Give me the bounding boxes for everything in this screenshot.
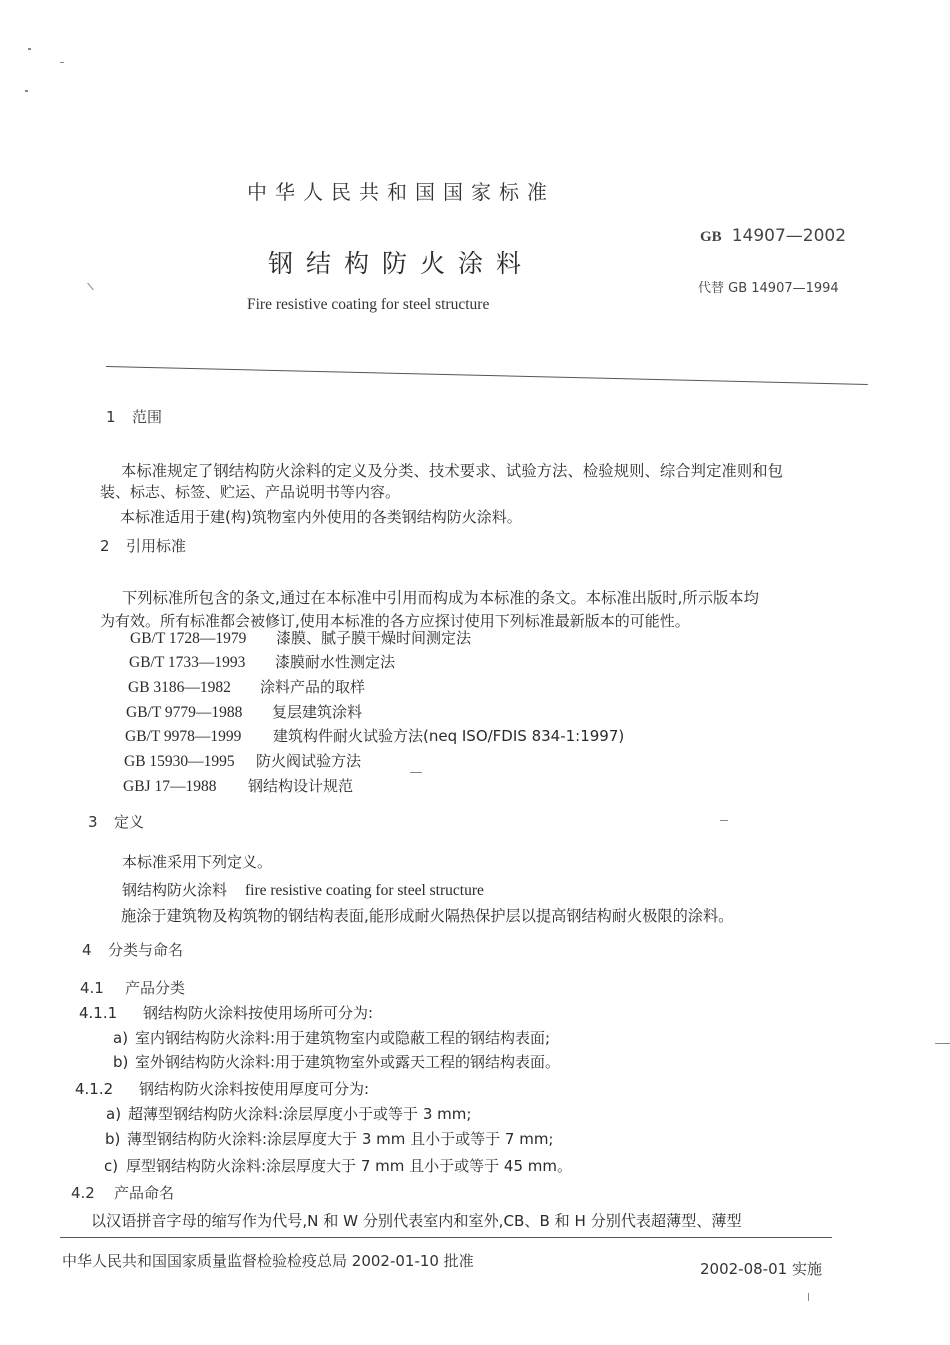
section-3-heading: 3 定义 <box>88 813 145 831</box>
list-item: a) 超薄型钢结构防火涂料:涂层厚度小于或等于 3 mm; <box>106 1105 472 1123</box>
section-4-2-paragraph: 以汉语拼音字母的缩写作为代号,N 和 W 分别代表室内和室外,CB、B 和 H 分别代表超薄型、薄型 <box>91 1212 742 1230</box>
section-3-intro: 本标准采用下列定义。 <box>122 853 273 871</box>
definition-text: 施涂于建筑物及构筑物的钢结构表面,能形成耐火隔热保护层以提高钢结构耐火极限的涂料。 <box>121 907 734 925</box>
section-4-2-heading: 4.2 产品命名 <box>71 1184 175 1202</box>
implementation-date: 2002-08-01 实施 <box>700 1260 822 1278</box>
section-1-paragraph: 本标准适用于建(构)筑物室内外使用的各类钢结构防火涂料。 <box>120 508 522 526</box>
scan-speck <box>935 1043 950 1044</box>
scan-speck <box>87 283 94 291</box>
reference-item: GB/T 1728—1979 漆膜、腻子膜干燥时间测定法 <box>130 629 472 647</box>
section-2-paragraph-line: 为有效。所有标准都会被修订,使用本标准的各方应探讨使用下列标准最新版本的可能性。 <box>100 612 690 630</box>
approval-line: 中华人民共和国国家质量监督检验检疫总局 2002-01-10 批准 <box>62 1252 474 1270</box>
scan-speck <box>410 772 422 773</box>
section-2-paragraph-line: 下列标准所包含的条文,通过在本标准中引用而构成为本标准的条文。本标准出版时,所示版本均 <box>122 589 759 607</box>
reference-item: GBJ 17—1988 钢结构设计规范 <box>123 777 354 795</box>
document-title-en: Fire resistive coating for steel structure <box>247 296 490 313</box>
definition-term: 钢结构防火涂料 fire resistive coating for steel structure <box>122 881 484 899</box>
list-item: b) 薄型钢结构防火涂料:涂层厚度大于 3 mm 且小于或等于 7 mm; <box>105 1130 554 1148</box>
section-2-heading: 2 引用标准 <box>100 537 187 555</box>
scan-speck <box>60 62 64 63</box>
scan-speck <box>808 1293 809 1301</box>
standard-prefix: GB <box>700 229 722 245</box>
section-4-1-2: 4.1.2 钢结构防火涂料按使用厚度可分为: <box>75 1080 370 1098</box>
reference-item: GB 3186—1982 涂料产品的取样 <box>128 678 366 696</box>
reference-item: GB/T 9978—1999 建筑构件耐火试验方法(neq ISO/FDIS 834-1:1997) <box>125 727 625 745</box>
header-divider <box>106 366 868 385</box>
standard-number-value: 14907—2002 <box>731 226 847 246</box>
list-item: b) 室外钢结构防火涂料:用于建筑物室外或露天工程的钢结构表面。 <box>113 1053 561 1071</box>
reference-item: GB/T 9779—1988 复层建筑涂料 <box>126 703 363 721</box>
standard-type: 中华人民共和国国家标准 <box>247 180 555 204</box>
section-1-paragraph-line: 装、标志、标签、贮运、产品说明书等内容。 <box>100 483 401 501</box>
reference-item: GB/T 1733—1993 漆膜耐水性测定法 <box>129 653 396 671</box>
scan-speck <box>720 820 728 821</box>
list-item: c) 厚型钢结构防火涂料:涂层厚度大于 7 mm 且小于或等于 45 mm。 <box>104 1157 572 1175</box>
document-title-cn: 钢结构防火涂料 <box>268 249 535 278</box>
footer-divider <box>60 1237 832 1238</box>
reference-item: GB 15930—1995 防火阀试验方法 <box>124 752 362 770</box>
scan-speck <box>28 48 31 50</box>
scan-speck <box>25 90 28 92</box>
list-item: a) 室内钢结构防火涂料:用于建筑物室内或隐蔽工程的钢结构表面; <box>113 1029 551 1047</box>
section-1-paragraph-line: 本标准规定了钢结构防火涂料的定义及分类、技术要求、试验方法、检验规则、综合判定准则和包 <box>121 462 784 480</box>
section-4-1-heading: 4.1 产品分类 <box>80 979 186 997</box>
replaces-standard: 代替 GB 14907—1994 <box>698 281 839 296</box>
section-4-1-1: 4.1.1 钢结构防火涂料按使用场所可分为: <box>79 1004 374 1022</box>
section-4-heading: 4 分类与命名 <box>82 941 184 959</box>
section-1-heading: 1 范围 <box>106 408 163 426</box>
standard-number <box>700 226 846 246</box>
